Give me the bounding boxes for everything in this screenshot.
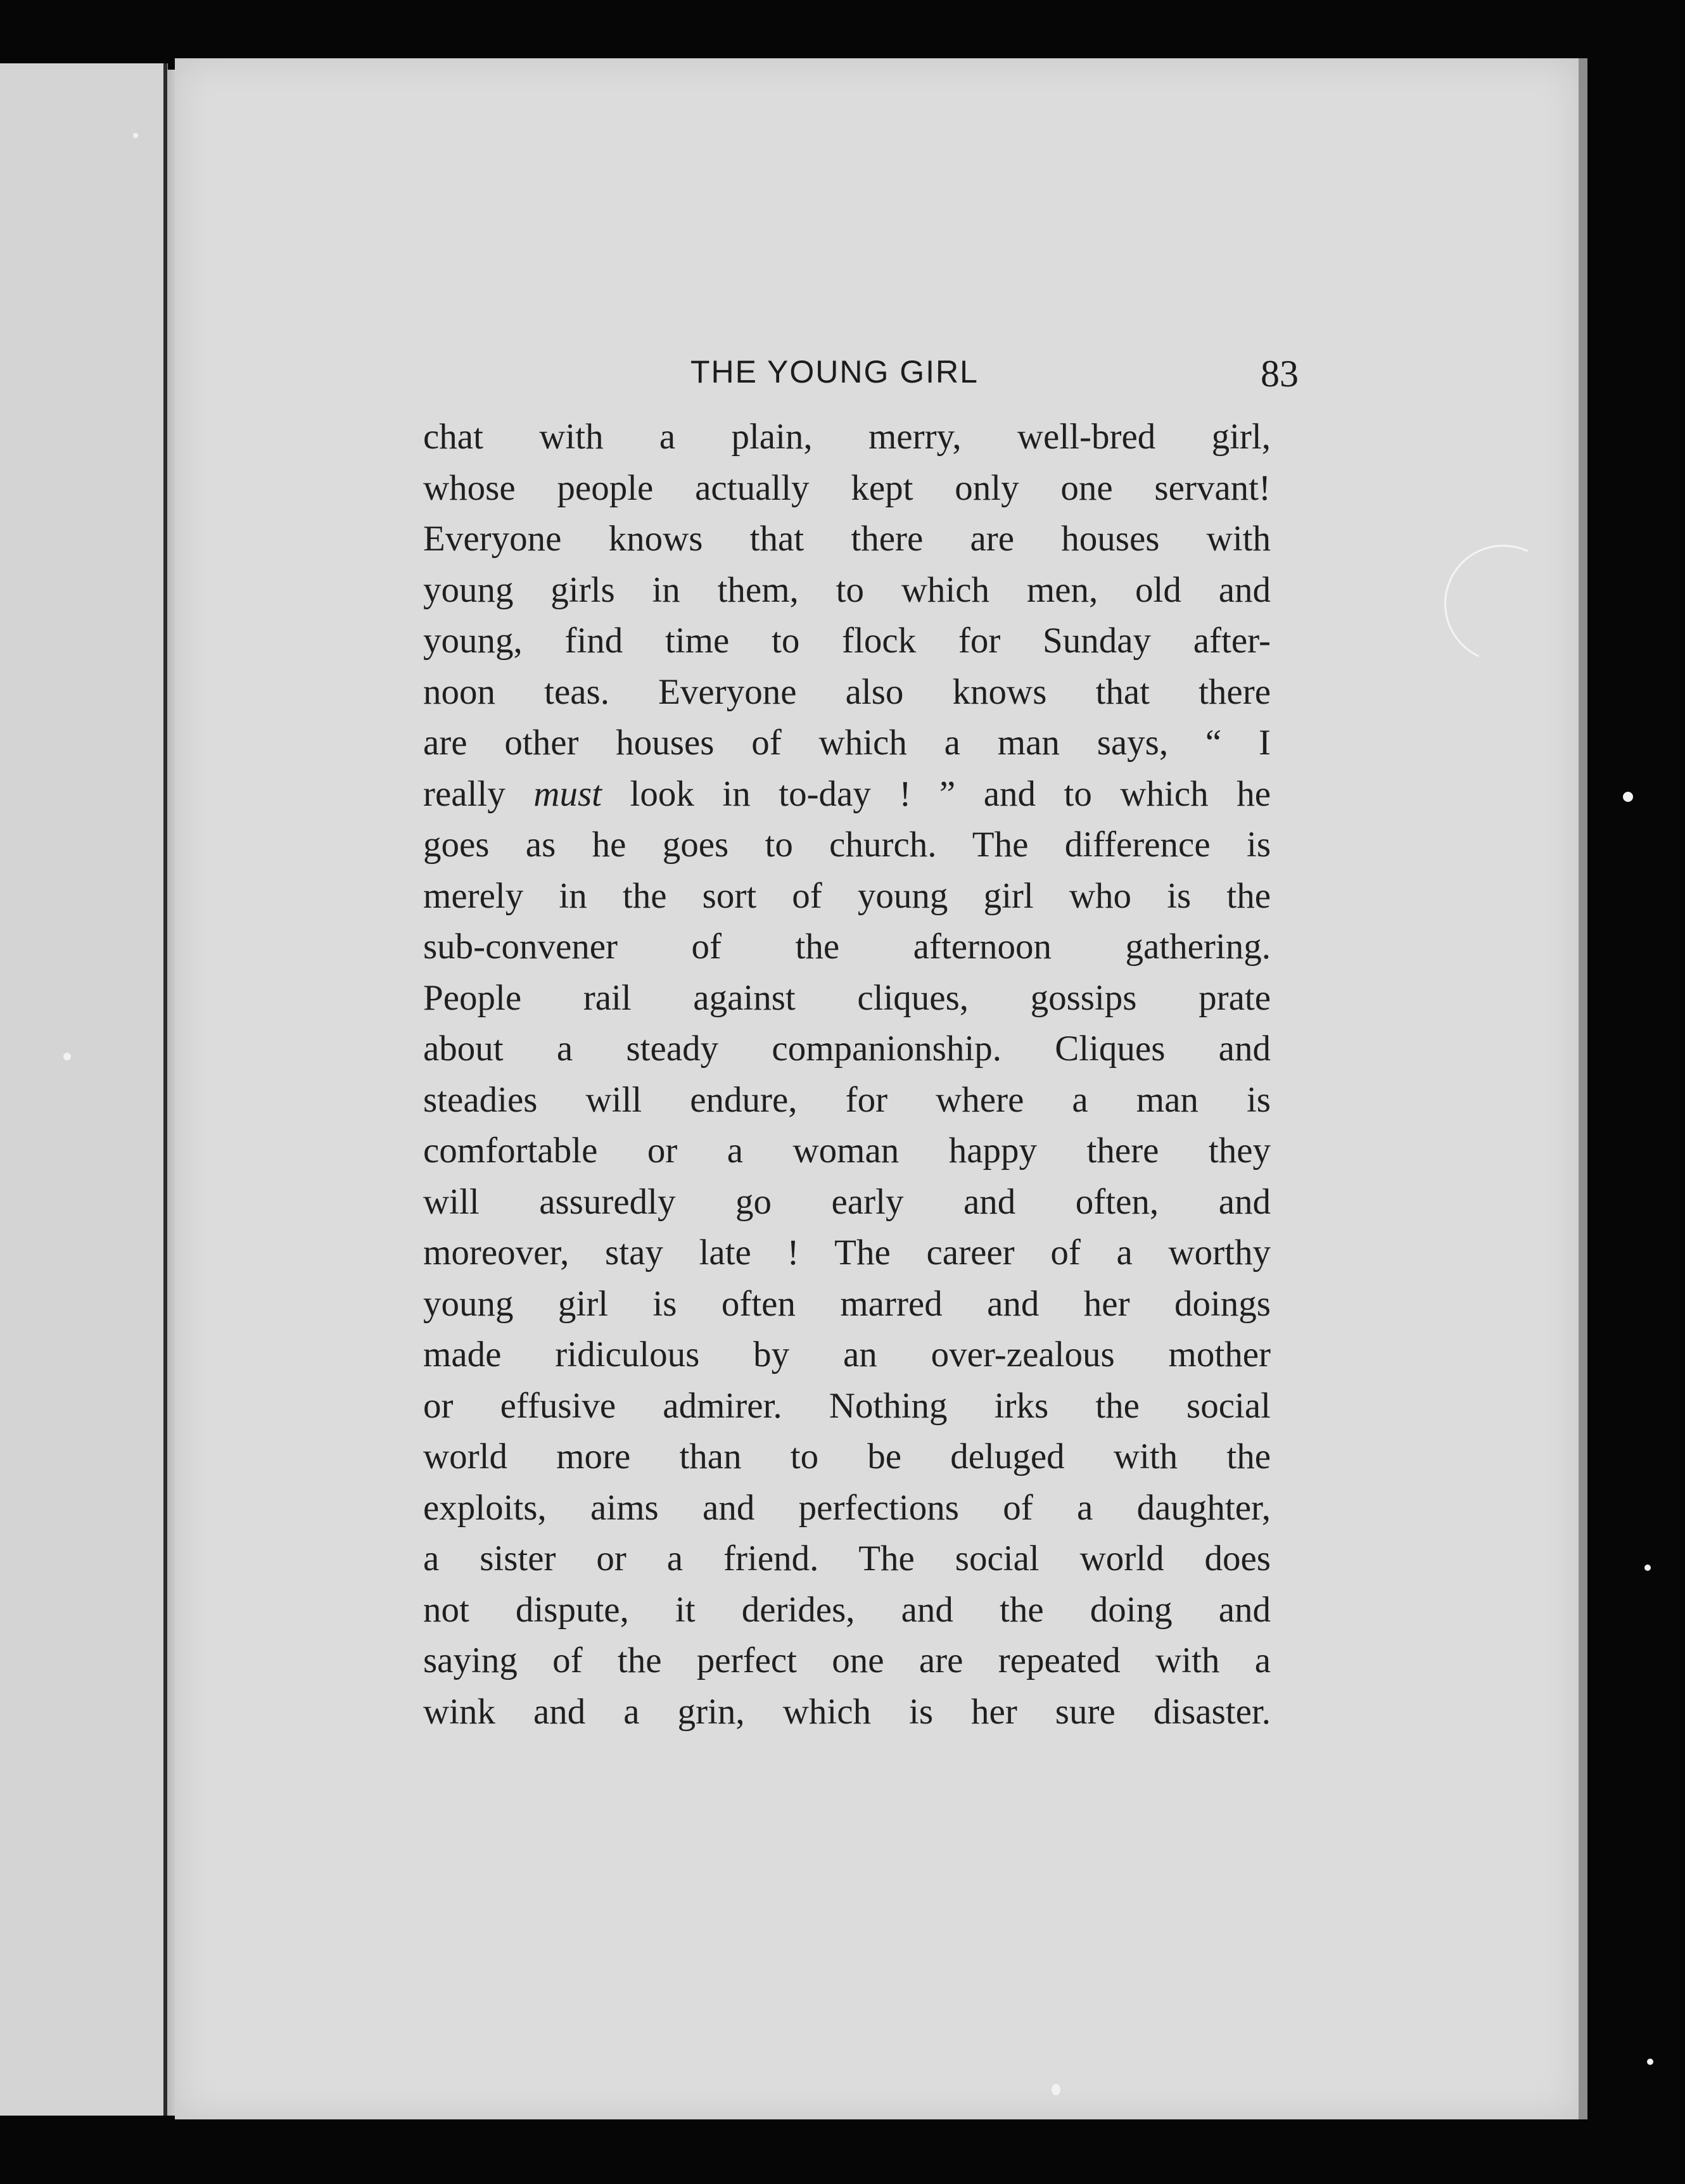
text-line: Everyone knows that there are houses with	[423, 519, 1271, 559]
text-line: made ridiculous by an over-zealous mother	[423, 1335, 1271, 1375]
dust-speck	[1647, 2059, 1653, 2065]
text-line: young girls in them, to which men, old and	[423, 569, 1271, 610]
text-line: chat with a plain, merry, well-bred girl,	[423, 417, 1271, 457]
text-line: noon teas. Everyone also knows that there	[423, 671, 1271, 712]
text-line: or effusive admirer. Nothing irks the social	[423, 1385, 1271, 1426]
text-line: saying of the perfect one are repeated with a	[423, 1641, 1271, 1680]
text-line: world more than to be deluged with the	[423, 1437, 1271, 1476]
running-head-title: THE YOUNG GIRL	[690, 354, 979, 390]
text-line: a sister or a friend. The social world does	[423, 1539, 1271, 1578]
text-line: exploits, aims and perfections of a daughter,	[423, 1487, 1271, 1528]
text-line: are other houses of which a man says, “ I	[423, 723, 1271, 763]
left-page-edge	[0, 63, 168, 2116]
text-line: young, find time to flock for Sunday after-	[423, 621, 1271, 661]
text-line: about a steady companionship. Cliques and	[423, 1029, 1271, 1069]
text-line: will assuredly go early and often, and	[423, 1181, 1271, 1222]
italic-word: must	[533, 773, 602, 814]
text-line: merely in the sort of young girl who is the	[423, 875, 1271, 916]
dust-speck	[1644, 1565, 1651, 1571]
text-segment: really	[423, 773, 506, 814]
text-line: steadies will endure, for where a man is	[423, 1079, 1271, 1120]
text-line: wink and a grin, which is her sure disaster.	[423, 1691, 1271, 1732]
text-line: not dispute, it derides, and the doing and	[423, 1589, 1271, 1630]
text-line: young girl is often marred and her doings	[423, 1283, 1271, 1324]
dust-speck	[1623, 792, 1633, 802]
text-line: comfortable or a woman happy there they	[423, 1131, 1271, 1171]
dust-speck	[133, 133, 138, 138]
body-text	[423, 412, 1271, 1737]
text-line-with-italic	[423, 769, 1271, 820]
text-line: whose people actually kept only one servant!	[423, 467, 1271, 508]
dust-speck	[1052, 2084, 1060, 2095]
running-head	[690, 353, 1299, 404]
dust-speck	[63, 1053, 71, 1060]
text-line: moreover, stay late ! The career of a worthy	[423, 1233, 1271, 1273]
text-line: sub-convener of the afternoon gathering.	[423, 927, 1271, 967]
page-number: 83	[1261, 353, 1299, 395]
text-line: goes as he goes to church. The difference is	[423, 825, 1271, 865]
text-segment: look in to-day ! ” and to which he	[630, 773, 1271, 814]
text-line: People rail against cliques, gossips prate	[423, 977, 1271, 1018]
